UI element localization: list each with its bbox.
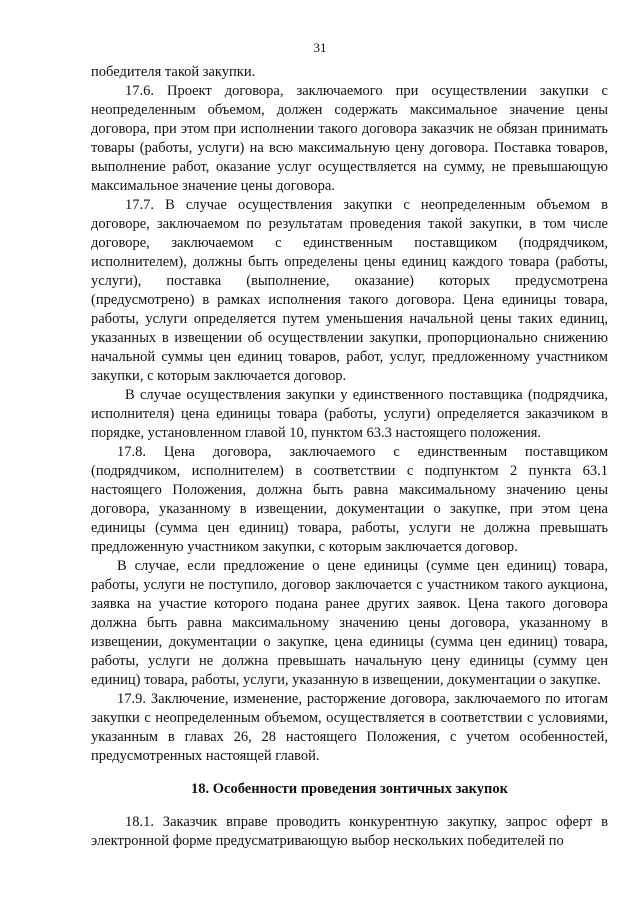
paragraph-17-8: 17.8. Цена договора, заключаемого с единственным поставщиком (подрядчиком, исполнителем) в соответствии с подпунктом 2 пункта 63.1 настоящего Положения, должна быть равна максимальному значению цены договора, указанному в извещении, документации о закупке, при этом цена единицы (сумма цен единиц) товара, работы, услуги не должна превышать предложенную участником закупки, с которым заключается договор. [91,444,608,555]
paragraph-17-9: 17.9. Заключение, изменение, расторжение договора, заключаемого по итогам закупки с неопределенным объемом, осуществляется в соответствии с условиями, указанным в главах 26, 28 настоящего Положения, с учетом особенностей, предусмотренных настоящей главой. [91,691,608,764]
page-number: 31 [313,40,327,55]
paragraph-17-6: 17.6. Проект договора, заключаемого при осуществлении закупки с неопределенным объемом, должен содержать максимальное значение цены договора, при этом при исполнении такого договора заказчик не обязан принимать товары (работы, услуги) на всю максимальную цену договора. Поставка товаров, выполнение работ, оказание услуг осуществляется на сумму, не превышающую максимальное значение цены договора. [91,83,608,194]
paragraph-17-8-no-offer: В случае, если предложение о цене единицы (сумме цен единиц) товара, работы, услуги не поступило, договор заключается с участником такого аукциона, заявка на участие которого подана ранее других заявок. Цена такого договора должна быть равна максимальному значению цены договора, указанному в извещении, документации о закупке, цена единицы (сумма цен единиц) товара, работы, услуги не должна превышать начальную цену единицы (сумму цен единиц) товара, работы, услуги, указанную в извещении, документации о закупке. [91,558,608,688]
document-body [91,63,608,851]
paragraph-continuation: победителя такой закупки. [91,64,256,80]
paragraph-18-1: 18.1. Заказчик вправе проводить конкурентную закупку, запрос оферт в электронной форме предусматривающую выбор нескольких победителей по [91,814,608,849]
paragraph-17-7: 17.7. В случае осуществления закупки с неопределенным объемом в договоре, заключаемом по результатам проведения такой закупки, в том числе договоре, заключаемом с единственным поставщиком (подрядчиком, исполнителем), должны быть определены цены единиц каждого товара (работы, услуги), поставка (выполнение, оказание) которых предусмотрена (предусмотрено) в рамках исполнения такого договора. Цена единицы товара, работы, услуги определяется путем уменьшения начальной цены таких единиц, указанных в извещении об осуществлении закупки, пропорционально снижению начальной суммы цен единиц товаров, работ, услуг, предложенному участником закупки, с которым заключается договор. [91,197,608,384]
paragraph-17-7-sole-supplier: В случае осуществления закупки у единственного поставщика (подрядчика, исполнителя) цена единицы товара (работы, услуги) определяется заказчиком в порядке, установленном главой 10, пунктом 63.3 настоящего положения. [91,387,608,441]
section-heading: 18. Особенности проведения зонтичных закупок [190,781,509,797]
